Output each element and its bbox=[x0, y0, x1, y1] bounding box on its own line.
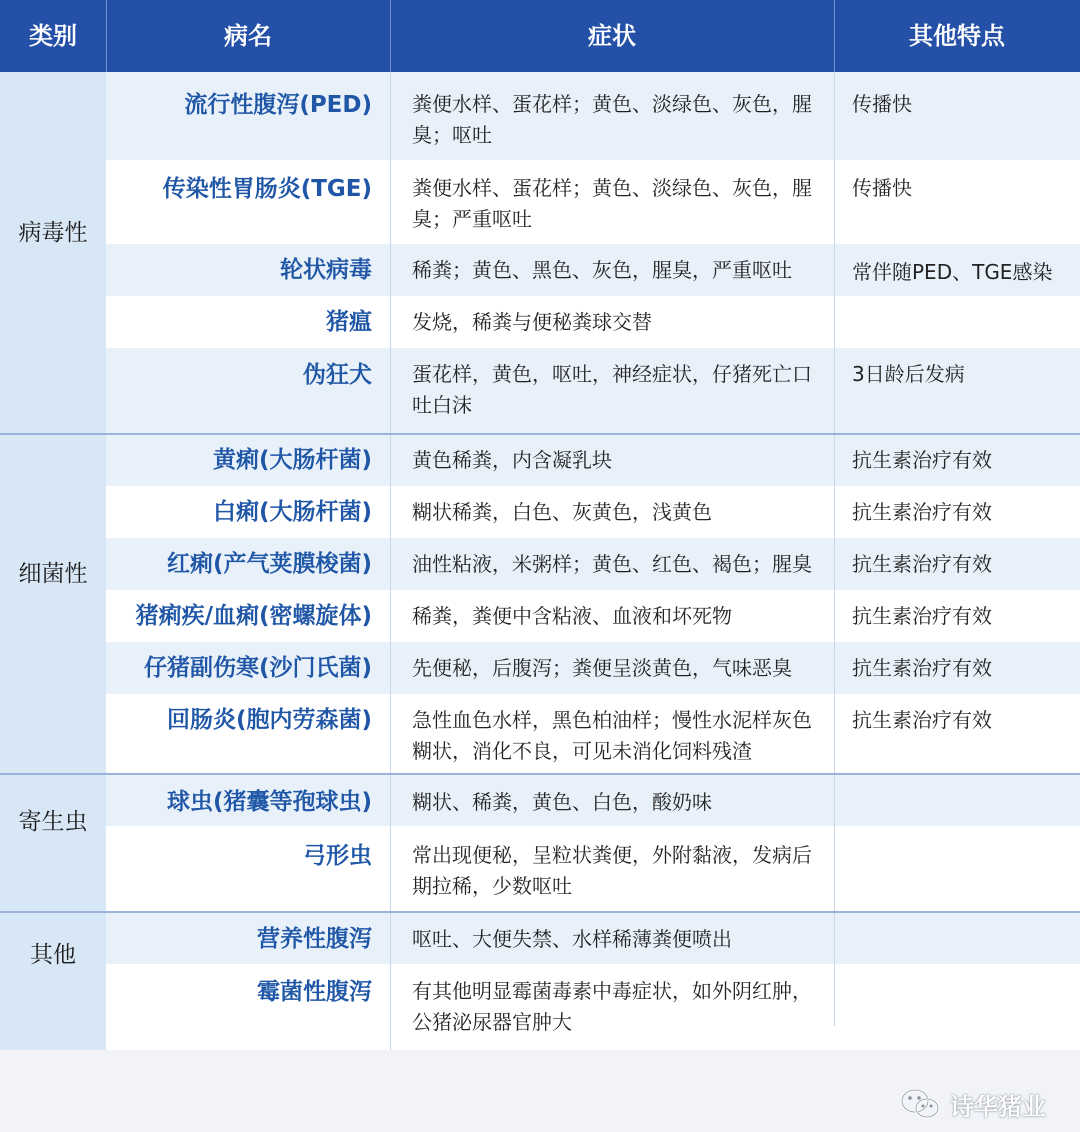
category-other: 其他 bbox=[30, 942, 76, 968]
other-cell: 传播快 bbox=[852, 176, 912, 200]
symptoms-cell: 先便秘，后腹泻；粪便呈淡黄色，气味恶臭 bbox=[412, 656, 792, 680]
symptoms-cell: 稀粪，粪便中含粘液、血液和坏死物 bbox=[412, 604, 732, 628]
table-row bbox=[106, 774, 1080, 826]
symptoms-cell: 蛋花样，黄色，呕吐，神经症状，仔猪死亡口吐白沫 bbox=[412, 362, 812, 417]
disease-name: 猪瘟 bbox=[326, 309, 372, 335]
watermark bbox=[900, 1086, 1046, 1122]
other-cell: 抗生素治疗有效 bbox=[852, 500, 992, 524]
other-cell: 抗生素治疗有效 bbox=[852, 552, 992, 576]
symptoms-cell: 粪便水样、蛋花样；黄色、淡绿色、灰色，腥臭；呕吐 bbox=[412, 92, 812, 147]
table-row bbox=[106, 244, 1080, 296]
table-row bbox=[106, 912, 1080, 964]
disease-name: 白痢(大肠杆菌) bbox=[212, 499, 372, 525]
symptoms-cell: 糊状、稀粪，黄色、白色，酸奶味 bbox=[412, 790, 712, 814]
disease-name: 仔猪副伤寒(沙门氏菌) bbox=[143, 655, 372, 681]
other-cell: 3日龄后发病 bbox=[852, 362, 965, 386]
symptoms-cell: 发烧，稀粪与便秘粪球交替 bbox=[412, 310, 652, 334]
disease-name: 黄痢(大肠杆菌) bbox=[212, 447, 372, 473]
table-row bbox=[106, 538, 1080, 590]
watermark-text: 诗华猪业 bbox=[950, 1092, 1046, 1121]
table-row bbox=[106, 296, 1080, 348]
table-row bbox=[106, 72, 1080, 160]
disease-name: 弓形虫 bbox=[303, 843, 372, 869]
other-cell: 抗生素治疗有效 bbox=[852, 604, 992, 628]
table-row bbox=[106, 964, 1080, 1050]
disease-name: 轮状病毒 bbox=[280, 257, 372, 283]
table-row bbox=[106, 590, 1080, 642]
symptoms-cell: 呕吐、大便失禁、水样稀薄粪便喷出 bbox=[412, 927, 732, 951]
symptoms-cell: 粪便水样、蛋花样；黄色、淡绿色、灰色，腥臭；严重呕吐 bbox=[412, 176, 812, 231]
symptoms-cell: 急性血色水样，黑色柏油样；慢性水泥样灰色糊状，消化不良，可见未消化饲料残渣 bbox=[412, 708, 812, 763]
table-header bbox=[0, 0, 1080, 72]
other-cell: 抗生素治疗有效 bbox=[852, 708, 992, 732]
table-row bbox=[106, 160, 1080, 244]
disease-name: 伪狂犬 bbox=[303, 362, 372, 388]
symptoms-cell: 黄色稀粪，内含凝乳块 bbox=[412, 448, 612, 472]
header-name: 病名 bbox=[224, 22, 272, 50]
other-cell: 抗生素治疗有效 bbox=[852, 656, 992, 680]
other-cell: 传播快 bbox=[852, 92, 912, 116]
disease-name: 红痢(产气荚膜梭菌) bbox=[166, 551, 372, 577]
symptoms-cell: 有其他明显霉菌毒素中毒症状，如外阴红肿，公猪泌尿器官肿大 bbox=[412, 979, 812, 1034]
disease-name: 回肠炎(胞内劳森菌) bbox=[166, 707, 372, 733]
table-row bbox=[106, 434, 1080, 486]
disease-name: 霉菌性腹泻 bbox=[257, 979, 372, 1005]
disease-name: 猪痢疾/血痢(密螺旋体) bbox=[135, 603, 372, 629]
symptoms-cell: 稀粪；黄色、黑色、灰色，腥臭，严重呕吐 bbox=[412, 258, 792, 282]
symptoms-cell: 常出现便秘，呈粒状粪便，外附黏液，发病后期拉稀，少数呕吐 bbox=[412, 843, 812, 898]
category-viral: 病毒性 bbox=[18, 220, 88, 246]
table-row bbox=[106, 348, 1080, 434]
category-bacterial: 细菌性 bbox=[18, 561, 88, 587]
table-row bbox=[106, 694, 1080, 774]
disease-name: 流行性腹泻(PED) bbox=[184, 92, 372, 118]
symptoms-cell: 油性粘液，米粥样；黄色、红色、褐色；腥臭 bbox=[412, 552, 812, 576]
disease-name: 球虫(猪囊等孢球虫) bbox=[166, 789, 372, 815]
disease-name: 营养性腹泻 bbox=[257, 926, 372, 952]
header-category: 类别 bbox=[29, 22, 77, 50]
other-cell: 抗生素治疗有效 bbox=[852, 448, 992, 472]
symptoms-cell: 糊状稀粪，白色、灰黄色，浅黄色 bbox=[412, 500, 712, 524]
other-cell: 常伴随PED、TGE感染 bbox=[852, 260, 1053, 284]
header-other: 其他特点 bbox=[909, 22, 1005, 50]
table-row bbox=[106, 486, 1080, 538]
header-symptoms: 症状 bbox=[588, 22, 636, 50]
wechat-icon bbox=[900, 1087, 940, 1121]
table-row bbox=[106, 642, 1080, 694]
table-row bbox=[106, 826, 1080, 912]
disease-name: 传染性胃肠炎(TGE) bbox=[162, 176, 372, 202]
category-parasitic: 寄生虫 bbox=[18, 809, 88, 835]
